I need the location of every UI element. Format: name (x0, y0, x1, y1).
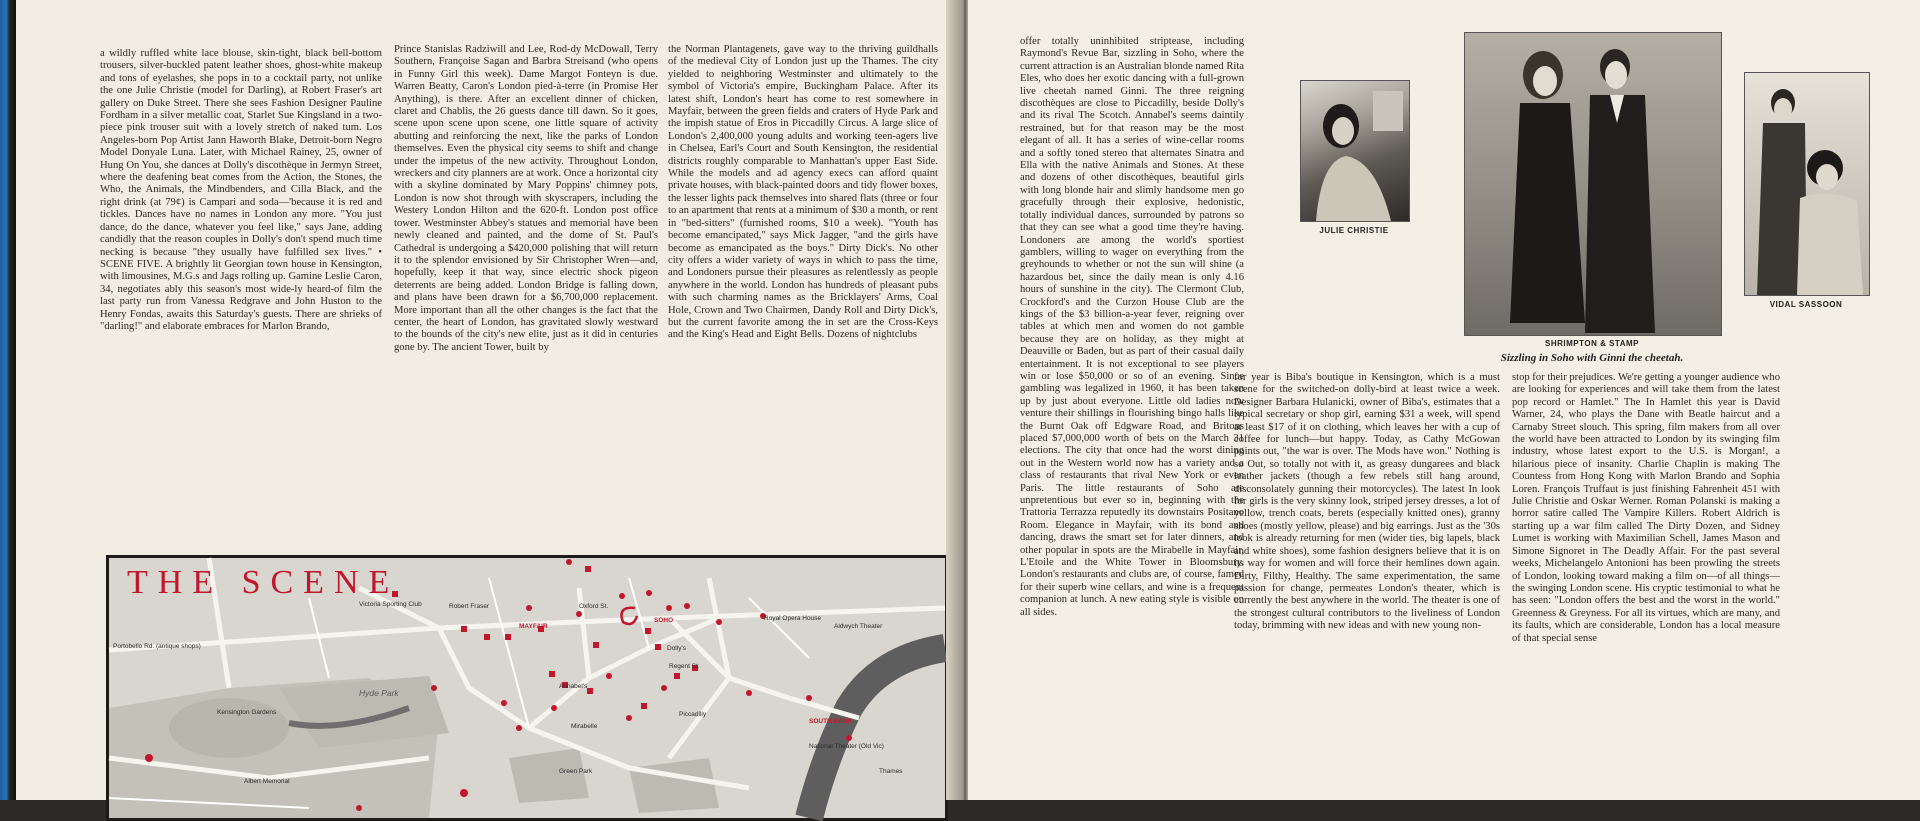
map-label-portobello: Portobello Rd. (antique shops) (113, 643, 201, 650)
right-column-1-text: offer totally uninhibited striptease, including Raymond's Revue Bar, sizzling in Soho, where the current attraction is an Australian blonde named Rita Eles, who does her exotic dancing with a full-grown live cheetah named Ginni. The three reigning discothèques are close to Piccadilly, beside Dolly's and its rival The Scotch. Annabel's seems daintily restrained, but for that reason may be the most elegant of all. It has a series of wine-cellar rooms and a softly toned stereo that alternates Sinatra and Ella with the native Animals and Stones. At these and dozens of other discothèques, beautiful girls with long blonde hair and slimly handsome men go gracefully through their explosive, hedonistic, totally individual dances, surrounded by patrons so that they can see what a good time they're having. Londoners are among the world's sportiest gamblers, willing to wager on everything from the greyhounds to whether or not the sun will shine (a hazardous bet, since the daily mean is only 4.16 hours of sunshine in the city). The Clermont Club, Crockford's and the Curzon House Club are the kings of the $3 billion-a-year fever, reigning over tables at which men and women do not gamble because they are on holiday, as they might at Deauville or Baden, but as part of their casual daily entertainment. It is not exceptional to see players win or lose $50,000 or so of an evening. Since gambling was legalized in 1960, it has been taken up by just about everyone. Little old ladies now venture their shillings in flourishing bingo halls like the Burnt Oak off Edgware Road, and Britons placed $7,000,000 worth of bets on the March 31 elections. The city that once had the worst dining out in the Western world now has a variety and a class of restaurants that rival New York or even Paris. The little restaurants of Soho are unpretentious but ever so in, beginning with the Trattoria Terrazza reputedly its downstairs Positano Room. Elegance in Mayfair, with its bond and dancing, draws the smart set for later dinners, and other popular in spots are the Mirabelle in Mayfair, L'Etoile and the White Tower in Bloomsbury. London's restaurants and clubs are, of course, famed for their superb wine cellars, and wine is a frequent companion at lunch. A new eating style is visible on all sides. (1020, 36, 1244, 618)
photo-julie-figure (1301, 81, 1409, 221)
right-page (968, 0, 1920, 800)
map-label-albert-memorial: Albert Memorial (244, 778, 290, 785)
photo-couple-figures (1465, 33, 1721, 335)
photo-sassoon-figures (1745, 73, 1869, 295)
caption-shrimpton-stamp: SHRIMPTON & STAMP (1545, 339, 1639, 348)
right-column-2-text: for year is Biba's boutique in Kensington, which is a must scene for the switched-on dolly-bird at least twice a week. Designer Barbara Hulanicki, owner of Biba's, estimates that a typical secretary or shop girl, earning $31 a week, will spend at least $17 of it on clothing, which leaves her with a cup of coffee for lunch—but happy. Today, as Cathy McGowan points out, "the war is over. The Mods have won." Nothing is so Out, so totally not with it, as greasy dungarees and black leather jackets (though a few rebels still hang around, disconsolately gunning their motorcycles). The latest In look for girls is the very skinny look, striped jersey dresses, a lot of yellow, trench coats, berets (especially knitted ones), granny shoes (mostly yellow, please) and big earrings. Just as the '30s look is already returning for men (wider ties, big lapels, black and white shoes), some fashion designers believe that it is on its way for women and will force their hemlines down again. Dirty, Filthy, Healthy. The same experimentation, the same passion for change, permeates London's theater, which is currently the best anywhere in the world. The theater is one of the strongest cultural contributors to the liveliness of London today, brimming with new ideas and with new young non- (1234, 372, 1500, 632)
map-label-hyde-park: Hyde Park (359, 688, 399, 698)
map-label-south-bank: SOUTH BANK (809, 718, 853, 725)
scene-map (106, 555, 948, 821)
map-label-national-theater: National Theater (Old Vic) (809, 743, 884, 750)
map-label-soho: SOHO (654, 617, 674, 624)
caption-vidal-sassoon: VIDAL SASSOON (1769, 300, 1843, 309)
map-park-green (509, 748, 589, 803)
map-park-stjames (629, 758, 719, 813)
map-label-royal-opera: Royal Opera House (764, 615, 822, 622)
map-thames (809, 648, 945, 818)
map-label-regent-st: Regent St. (669, 663, 700, 670)
map-label-aldwych: Aldwych Theater (834, 623, 883, 630)
map-label-piccadilly: Piccadilly (679, 711, 707, 718)
map-label-mayfair: MAYFAIR (519, 623, 548, 630)
map-label-mirabelle: Mirabelle (571, 723, 598, 730)
left-column-2 (394, 44, 658, 540)
map-label-dollys: Dolly's (667, 645, 686, 652)
caption-julie-christie: JULIE CHRISTIE (1319, 226, 1389, 235)
left-column-1 (100, 48, 382, 540)
map-park-kensington (169, 698, 289, 758)
photo-vidal-sassoon (1744, 72, 1870, 296)
map-title: THE SCENE (127, 564, 400, 601)
map-label-robert-fraser: Robert Fraser (449, 603, 490, 610)
right-column-1 (1020, 36, 1244, 618)
right-column-3-text: stop for their prejudices. We're getting a younger audience who are looking for experiences and will take them from the latest pop record or Hamlet." The In Hamlet this year is David Warner, 24, who plays the Dane with Beatle haircut and a Carnaby Street slouch. This spring, film makers from all over the world have been attracted to London by its swinging film industry, whose latest export to the U.S. is Morgan!, a hilarious piece of insanity. Charlie Chaplin is making The Countess from Hong Kong with Marlon Brando and Sophia Loren. François Truffaut is just finishing Fahrenheit 451 with Julie Christie and Oskar Werner. Roman Polanski is making a horror satire called The Vampire Killers. Robert Aldrich is starting up a war film called The Dirty Dozen, and Sidney Lumet is working with Maximilian Schell, James Mason and Simone Signoret in The Deadly Affair. For the past several weeks, Michelangelo Antonioni has been prowling the streets of London, looking toward making a film on—of all things—the swinging London scene. His cryptic testimonial to what he has seen: "London offers the best and the worst in the world." Greenness & Greyness. For all its virtues, which are many, and its faults, which are considerable, London has a local measure of that special sense (1512, 372, 1780, 644)
right-column-3 (1512, 372, 1780, 800)
photo-julie-christie (1300, 80, 1410, 222)
left-page (16, 0, 964, 800)
map-label-annabels: Annabel's (559, 683, 588, 690)
map-label-green-park: Green Park (559, 768, 593, 775)
background-edge (0, 0, 16, 800)
left-column-3-text: the Norman Plantagenets, gave way to the thriving guildhalls of the medieval City of London just up the Thames. The city yielded to neighboring Westminster and ultimately to the symbol of Victoria's empire, Buckingham Palace. After its latest shift, London's heart has come to rest somewhere in Mayfair, between the green fields and craters of Hyde Park and the impish statue of Eros in Piccadilly Circus. A large slice of London's 2,400,000 young adults and working teen-agers live in Chelsea, Earl's Court and South Kensington, the residential districts roughly comparable to Manhattan's upper East Side. While the models and ad agency execs can afford quaint private houses, with black-painted doors and tidy flower boxes, the lesser lights pack themselves into shared flats (three or four to an apartment that rents at a minimum of $30 a month, or rent in "bed-sitters" (furnished rooms, $10 a week). "Youth has become emancipated," says Mick Jagger, "and the girls have become as emancipated as the boys." Dirty Dick's. No other city offers a wider variety of ways in which to pass the time, and Londoners pursue their pleasures as relentlessly as people anywhere in the world. London has hundreds of pleasant pubs with such charming names as the Bricklayers' Arms, Coal Hole, Crown and Two Chairmen, Dandy Roll and Dirty Dick's, but the current favorite among the in set are the Cross-Keys and the King's Head and Eight Bells. Dozens of nightclubs (668, 44, 938, 341)
map-label-thames: Thames (879, 768, 903, 775)
photo-shrimpton-stamp (1464, 32, 1722, 336)
left-column-2-text: Prince Stanislas Radziwill and Lee, Rod-dy McDowall, Terry Southern, Françoise Sagan and Barbra Streisand (who opens in Funny Girl this week). Dame Margot Fonteyn is due. Warren Beatty, Caron's London pied-à-terre (in Promise Her Anything), is there. After an excellent dinner of chicken, claret and Chablis, the 26 guests dance till dawn. So it goes, scene upon scene upon scene, one little square of activity abutting and reinforcing the next, like the parks of London themselves. Even the physical city seems to shift and change under the impetus of the new activity. Throughout London, wreckers and city planners are at work. Once a horizontal city with a skyline dominated by Mary Poppins' chimney pots, London is now shot through with skyscrapers, including the Westery London Hilton and the 620-ft. London post office tower. Westminster Abbey's statues and memorial have been newly cleaned and painted, and the dome of St. Paul's Cathedral is undergoing a $420,000 polishing that will return it to the splendor envisioned by Sir Christopher Wren—and, hopefully, keep it that way, since electric shock pigeon deterrents are being added. London Bridge is falling down, and plans have been drawn for a $6,700,000 replacement. More important than all the other changes is the fact that the center, the heart of London, has gravitated slowly westward to the bounds of the city's new elite, just as it did in centuries gone by. The ancient Tower, built by (394, 44, 658, 353)
left-column-1-text: a wildly ruffled white lace blouse, skin-tight, black bell-bottom trousers, silver-buckled patent leather shoes, ghost-white makeup and tons of eyelashes, she pops in to a cocktail party, not unlike the one Julie Christie (model for Darling), at Robert Fraser's art gallery on Duke Street. There she sees Fashion Designer Pauline Fordham in a silver metallic coat, Starlet Sue Kingsland in a two-piece pink trouser suit with a lovely stretch of naked tum. Los Angeles-born Pop Artist Jann Haworth Blake, Detroit-born Negro Model Donyale Luna. Later, with Michael Rainey, 25, owner of Hung On You, she dances at Dolly's discothèque in Jermyn Street, where the deafening beat comes from the Action, the Stones, the Who, the Animals, the Mindbenders, and Cilla Black, and the right drink (at 79¢) is Campari and soda—'because it is red and tickles. Dances have no names in London any more. "You just dance, do the dance, whatever you feel like," says Jane, adding candidly that the reason couples in Dolly's don't spend much time necking is because "they usually have fulfilled sex lives." • SCENE FIVE. A brightly lit Georgian town house in Kensington, with limousines, M.G.s and Jags rolling up. Gamine Leslie Caron, 34, negotiates ably this season's most wide-ly heard-of film the last party run from Vanessa Redgrave and John Huston to the Henry Fondas, awaits this Saturday's guests. There are shrieks of "darling!" and elaborate embraces for Marlon Brando, (100, 48, 382, 332)
map-label-kensington-gardens: Kensington Gardens (217, 709, 277, 716)
map-label-victoria-sporting: Victoria Sporting Club (359, 601, 422, 608)
map-label-oxford-st: Oxford St. (579, 603, 609, 610)
caption-cheetah: Sizzling in Soho with Ginni the cheetah. (1500, 352, 1684, 364)
right-column-2 (1234, 372, 1500, 800)
left-column-3 (668, 44, 938, 540)
